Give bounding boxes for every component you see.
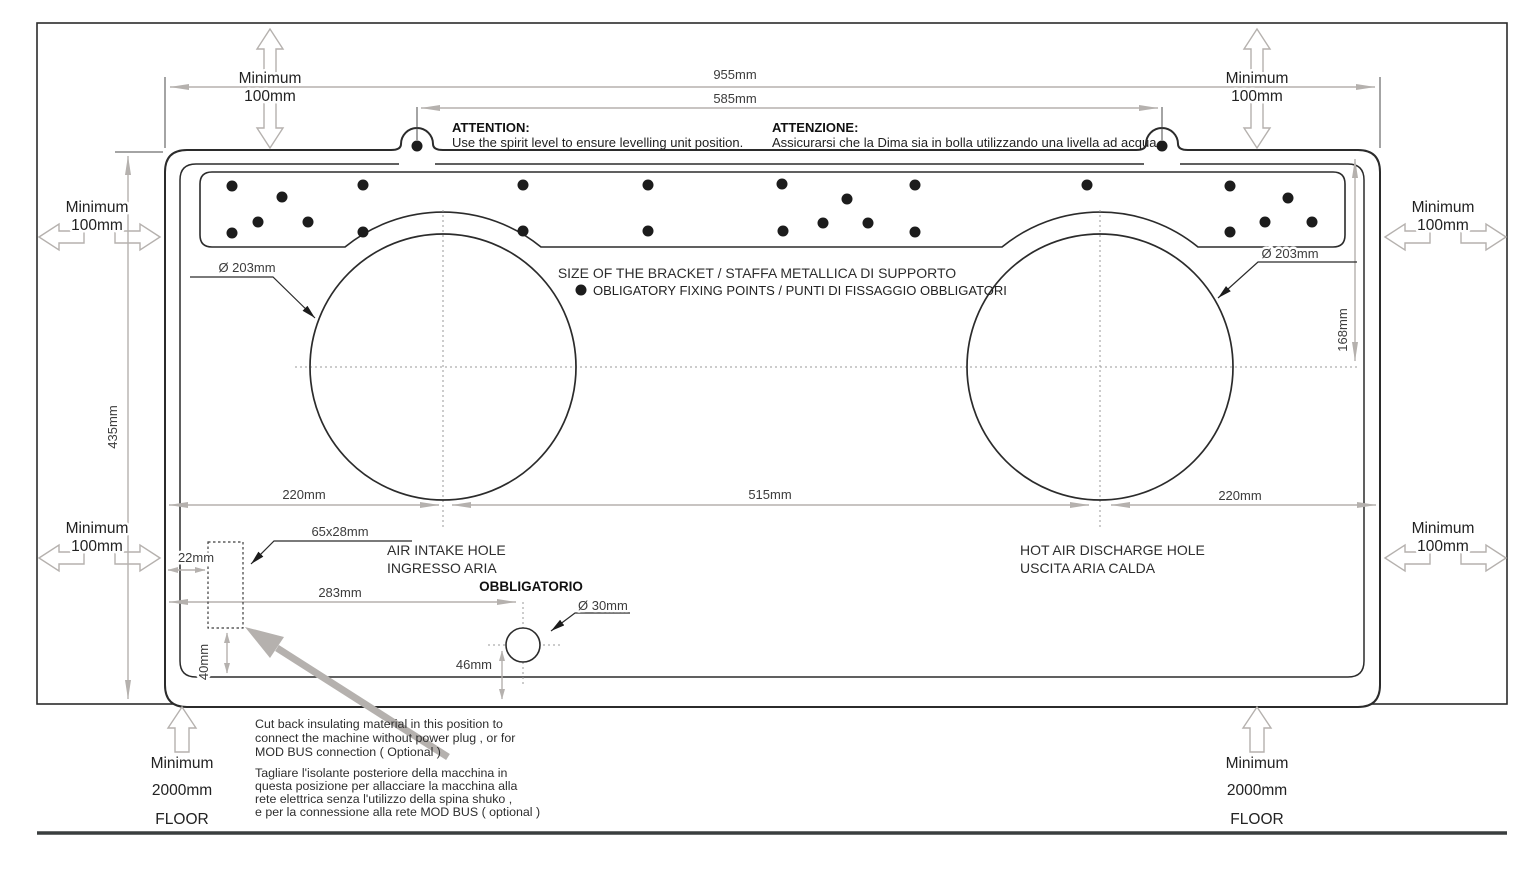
- clearance-left-lower-l1: Minimum: [65, 520, 129, 537]
- dim-168-label: 168mm: [1335, 308, 1350, 352]
- dim-220-right-label: 220mm: [1218, 488, 1262, 503]
- dim-585-label: 585mm: [713, 91, 757, 106]
- cut-note-it-1: Tagliare l'isolante posteriore della macchina in: [255, 766, 508, 780]
- dim-955-label: 955mm: [713, 67, 757, 82]
- small-hole-circle: [506, 628, 540, 662]
- fixing-point-dot: [643, 226, 654, 237]
- fixing-point-dot: [518, 226, 529, 237]
- fixing-point-dot: [1260, 217, 1271, 228]
- dim-40-label: 40mm: [196, 643, 211, 681]
- clearance-arrow-top-right-down: [1244, 102, 1270, 148]
- fixing-point-dot: [777, 179, 788, 190]
- cut-note-en-2: connect the machine without power plug , or for: [255, 731, 516, 745]
- floor-right-l1: Minimum: [1225, 755, 1289, 772]
- fixing-point-legend-dot: [576, 285, 587, 296]
- cut-note-it-2: questa posizione per allacciare la macchina alla: [255, 779, 518, 793]
- fixing-point-dot: [518, 180, 529, 191]
- fixing-point-dot: [863, 218, 874, 229]
- clearance-right-lower-l1: Minimum: [1411, 520, 1475, 537]
- fixing-point-dot: [1283, 193, 1294, 204]
- dim-46-label: 46mm: [455, 657, 492, 672]
- fixing-point-dot: [1225, 181, 1236, 192]
- floor-left-l3: FLOOR: [155, 811, 209, 828]
- fixing-point-dot: [1157, 141, 1168, 152]
- dim-30-label: Ø 30mm: [578, 598, 628, 613]
- floor-left-l2: 2000mm: [151, 782, 213, 799]
- clearance-top-left-l1: Minimum: [238, 70, 302, 87]
- clearance-arrow-top-right-up: [1244, 29, 1270, 75]
- cut-note-it-3: rete elettrica senza l'utilizzo della spina shuko ,: [255, 792, 513, 806]
- fixing-point-dot: [818, 218, 829, 229]
- dim-283-label: 283mm: [318, 585, 362, 600]
- attenzione-title: ATTENZIONE:: [772, 120, 859, 135]
- dim-65x28-label: 65x28mm: [311, 524, 369, 539]
- floor-right-l2: 2000mm: [1226, 782, 1288, 799]
- clearance-arrow-top-left-down: [257, 102, 283, 148]
- dim-515-label: 515mm: [748, 487, 792, 502]
- air-intake-label-it: INGRESSO ARIA: [387, 560, 497, 576]
- clearance-top-right-l1: Minimum: [1225, 70, 1289, 87]
- fixing-point-dot: [1225, 227, 1236, 238]
- attention-body: Use the spirit level to ensure levelling unit position.: [452, 135, 744, 150]
- fixing-point-dot: [778, 226, 789, 237]
- fixing-point-dot: [1307, 217, 1318, 228]
- dim-220-left-label: 220mm: [282, 487, 326, 502]
- clearance-right-upper-l2: 100mm: [1417, 217, 1469, 234]
- dim-22-label: 22mm: [177, 550, 215, 565]
- bracket-title: SIZE OF THE BRACKET / STAFFA METALLICA DI SUPPORTO: [557, 265, 957, 281]
- fixing-point-dot: [227, 228, 238, 239]
- fixing-point-dot: [303, 217, 314, 228]
- cut-note-it-4: e per la connessione alla rete MOD BUS ( optional ): [255, 805, 541, 819]
- clearance-arrow-top-left-up: [257, 29, 283, 75]
- fixing-point-dot: [910, 227, 921, 238]
- floor-arrow-left: [168, 707, 196, 752]
- fixing-point-dot: [358, 227, 369, 238]
- air-intake-label-en: AIR INTAKE HOLE: [387, 542, 506, 558]
- attention-title: ATTENTION:: [452, 120, 530, 135]
- fixing-point-dot: [227, 181, 238, 192]
- floor-left-l1: Minimum: [150, 755, 214, 772]
- discharge-label-en: HOT AIR DISCHARGE HOLE: [1020, 542, 1205, 558]
- fixing-point-dot: [277, 192, 288, 203]
- cut-note-en-1: Cut back insulating material in this position to: [255, 717, 503, 731]
- fixing-point-dot: [1082, 180, 1093, 191]
- fixing-point-dot: [253, 217, 264, 228]
- dim-203-left-label: Ø 203mm: [218, 260, 276, 275]
- fixing-point-dot: [643, 180, 654, 191]
- obbligatorio-label: OBBLIGATORIO: [479, 579, 583, 594]
- discharge-label-it: USCITA ARIA CALDA: [1020, 560, 1156, 576]
- clearance-left-lower-l2: 100mm: [71, 538, 123, 555]
- attenzione-body: Assicurarsi che la Dima sia in bolla utilizzando una livella ad acqua: [772, 135, 1157, 150]
- floor-arrow-right: [1243, 707, 1271, 752]
- floor-right-l3: FLOOR: [1230, 811, 1284, 828]
- clearance-left-upper-l2: 100mm: [71, 217, 123, 234]
- clearance-right-lower-l2: 100mm: [1417, 538, 1469, 555]
- clearance-top-left-l2: 100mm: [244, 88, 296, 105]
- clearance-right-upper-l1: Minimum: [1411, 199, 1475, 216]
- fixing-point-dot: [842, 194, 853, 205]
- fixing-point-dot: [358, 180, 369, 191]
- clearance-top-right-l2: 100mm: [1231, 88, 1283, 105]
- dim-203-right-label: Ø 203mm: [1261, 246, 1319, 261]
- fixing-points-legend: OBLIGATORY FIXING POINTS / PUNTI DI FISSAGGIO OBBLIGATORI: [593, 283, 1007, 298]
- clearance-left-upper-l1: Minimum: [65, 199, 129, 216]
- fixing-point-dot: [412, 141, 423, 152]
- cut-note-en-3: MOD BUS connection ( Optional ): [255, 745, 441, 759]
- fixing-point-dot: [910, 180, 921, 191]
- dim-435-label: 435mm: [105, 405, 120, 449]
